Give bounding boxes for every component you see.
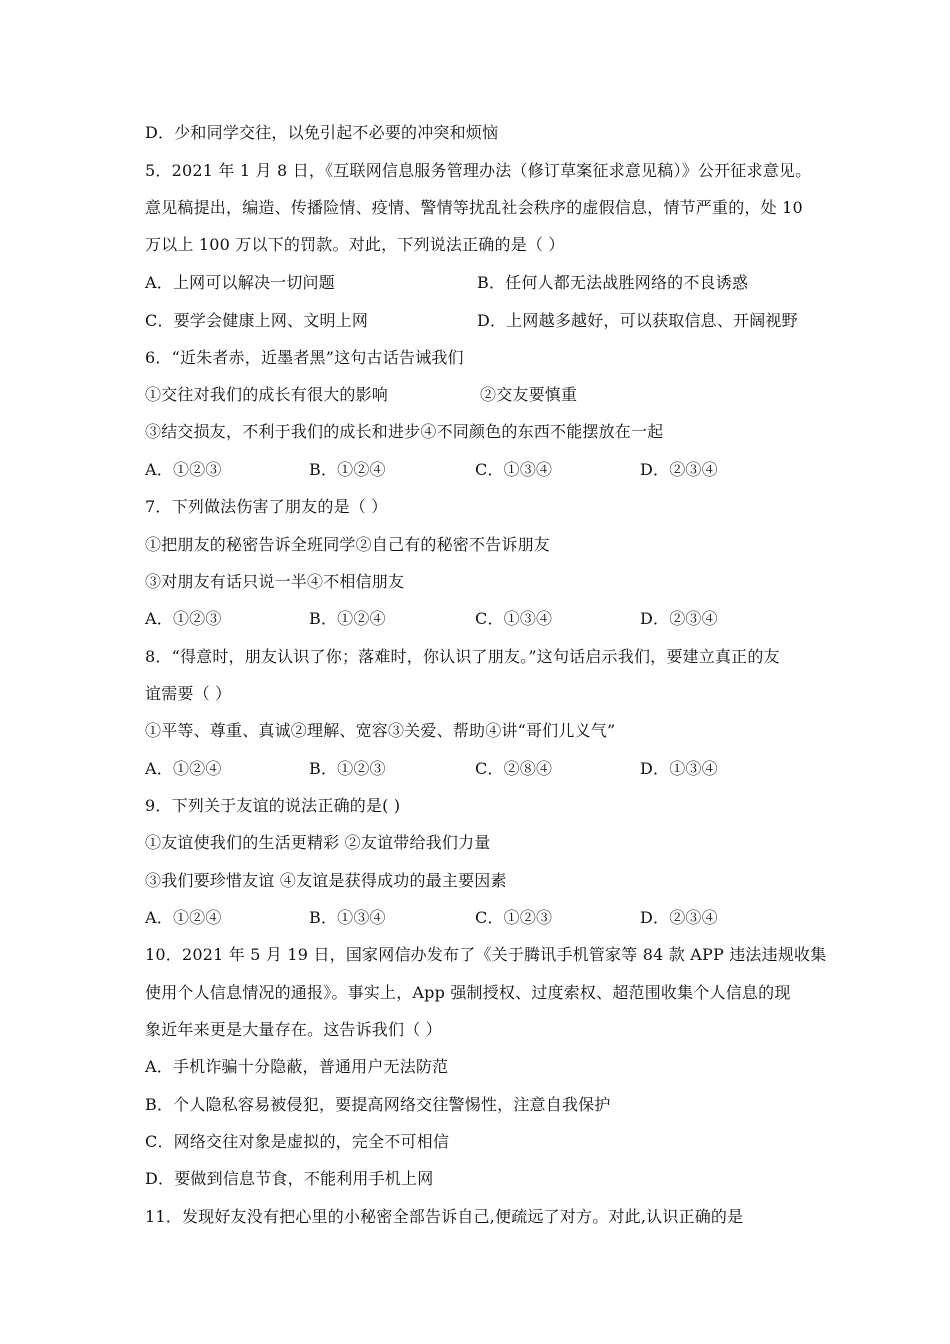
q7-option-a: A．①②③: [145, 609, 222, 628]
q8-stem-line1: 8．“得意时，朋友认识了你；落难时，你认识了朋友。”这句话启示我们，要建立真正的友: [145, 647, 780, 666]
q6-statement-3-4: ③结交损友，不利于我们的成长和进步④不同颜色的东西不能摆放在一起: [145, 422, 664, 441]
q10-option-d: D．要做到信息节食，不能利用手机上网: [145, 1169, 434, 1188]
q9-statement-3-4: ③我们要珍惜友谊 ④友谊是获得成功的最主要因素: [145, 871, 507, 890]
q7-option-d: D．②③④: [640, 609, 718, 628]
q6-option-d: D．②③④: [640, 460, 718, 479]
q8-option-b: B．①②③: [309, 759, 386, 778]
q7-option-b: B．①②④: [309, 609, 386, 628]
q4-option-d: D．少和同学交往，以免引起不必要的冲突和烦恼: [145, 123, 499, 142]
q10-stem-line2: 使用个人信息情况的通报》。事实上，App 强制授权、过度索权、超范围收集个人信息的现: [145, 983, 791, 1002]
q8-option-a: A．①②④: [145, 759, 222, 778]
q9-option-d: D．②③④: [640, 908, 718, 927]
q9-option-c: C．①②③: [475, 908, 553, 927]
q9-option-b: B．①③④: [309, 908, 386, 927]
q6-option-c: C．①③④: [475, 460, 553, 479]
q5-stem-line3: 万以上 100 万以下的罚款。对此，下列说法正确的是（ ）: [145, 235, 565, 254]
q5-stem-line2: 意见稿提出，编造、传播险情、疫情、警情等扰乱社会秩序的虚假信息，情节严重的，处 10: [145, 198, 803, 217]
q6-stem: 6．“近朱者赤，近墨者黑”这句古话告诫我们: [145, 348, 464, 367]
q5-option-d: D．上网越多越好，可以获取信息、开阔视野: [477, 311, 798, 330]
q7-statement-1-2: ①把朋友的秘密告诉全班同学②自己有的秘密不告诉朋友: [145, 535, 551, 554]
q10-stem-line1: 10．2021 年 5 月 19 日，国家网信办发布了《关于腾讯手机管家等 84 款 APP 违法违规收集: [145, 945, 827, 964]
q7-statement-3-4: ③对朋友有话只说一半④不相信朋友: [145, 572, 405, 591]
q10-option-a: A．手机诈骗十分隐蔽，普通用户无法防范: [145, 1057, 449, 1076]
q6-statement-1: ①交往对我们的成长有很大的影响: [145, 385, 389, 404]
q5-option-a: A．上网可以解决一切问题: [145, 273, 335, 292]
q5-option-c: C．要学会健康上网、文明上网: [145, 311, 369, 330]
q10-option-b: B．个人隐私容易被侵犯，要提高网络交往警惕性，注意自我保护: [145, 1095, 611, 1114]
q5-option-b: B．任何人都无法战胜网络的不良诱惑: [477, 273, 749, 292]
q9-statement-1-2: ①友谊使我们的生活更精彩 ②友谊带给我们力量: [145, 833, 491, 852]
q6-option-b: B．①②④: [309, 460, 386, 479]
q5-stem-line1: 5．2021 年 1 月 8 日，《互联网信息服务管理办法（修订草案征求意见稿）》公开征求意见。: [145, 161, 812, 180]
q8-option-d: D．①③④: [640, 759, 718, 778]
q8-statements: ①平等、尊重、真诚②理解、宽容③关爱、帮助④讲“哥们儿义气”: [145, 721, 616, 740]
q10-stem-line3: 象近年来更是大量存在。这告诉我们（ ）: [145, 1020, 442, 1039]
q6-option-a: A．①②③: [145, 460, 222, 479]
q9-option-a: A．①②④: [145, 908, 222, 927]
q7-option-c: C．①③④: [475, 609, 553, 628]
q9-stem: 9．下列关于友谊的说法正确的是( ): [145, 796, 401, 815]
q8-option-c: C．②⑧④: [475, 759, 553, 778]
q11-stem: 11．发现好友没有把心里的小秘密全部告诉自己,便疏远了对方。对此,认识正确的是: [145, 1207, 744, 1226]
q10-option-c: C．网络交往对象是虚拟的，完全不可相信: [145, 1132, 450, 1151]
q8-stem-line2: 谊需要（ ）: [145, 684, 232, 703]
q6-statement-2: ②交友要慎重: [480, 385, 578, 404]
q7-stem: 7．下列做法伤害了朋友的是（ ）: [145, 497, 388, 516]
